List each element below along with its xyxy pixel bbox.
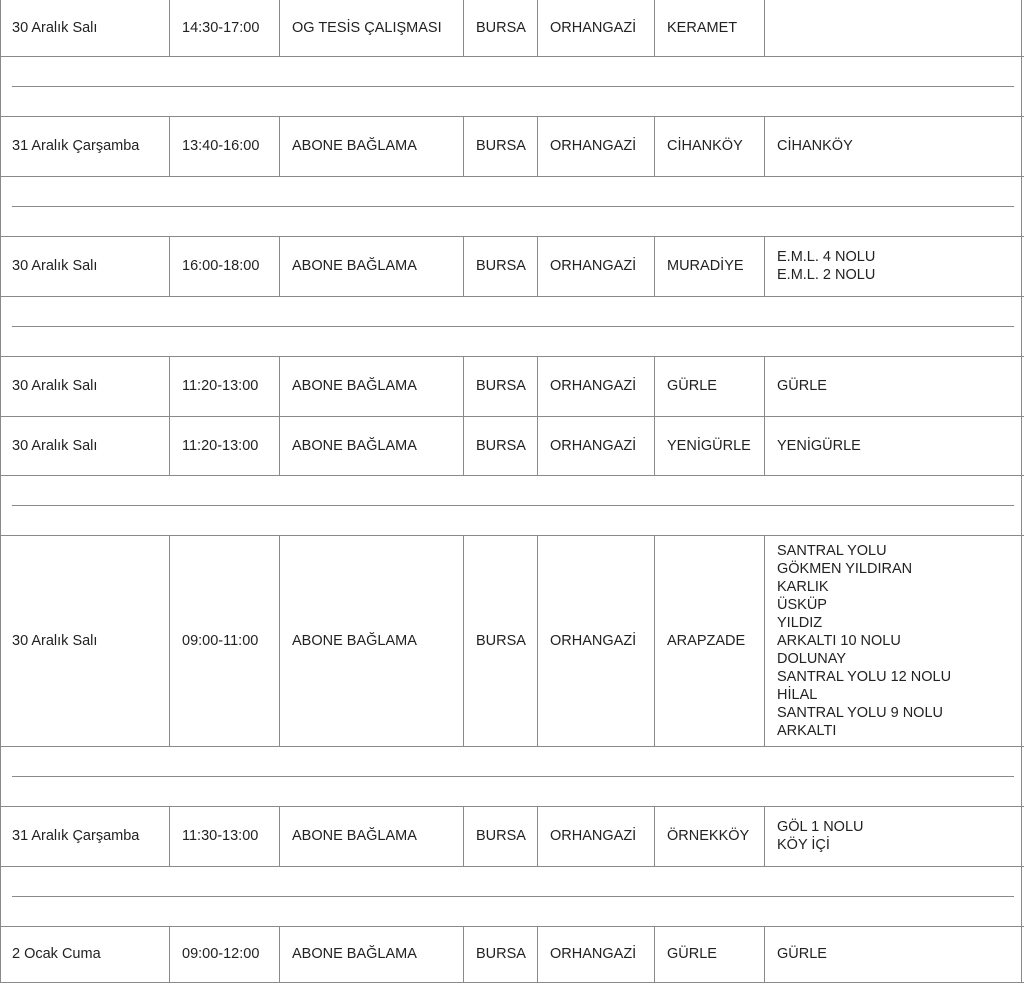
time-cell <box>170 236 280 296</box>
row-border <box>0 176 1024 177</box>
district-cell <box>538 535 655 746</box>
date-cell <box>0 116 170 176</box>
row-border <box>0 356 1024 357</box>
row-border <box>0 535 1024 536</box>
street-name: CİHANKÖY <box>777 138 853 154</box>
work-type-cell <box>280 806 464 866</box>
time-cell <box>170 116 280 176</box>
streets-cell <box>765 806 1022 866</box>
table-row <box>0 0 1024 56</box>
district-cell <box>538 116 655 176</box>
date-text: 30 Aralık Salı <box>12 378 98 394</box>
city-text: BURSA <box>476 258 526 274</box>
street-name: ÜSKÜP <box>777 596 827 613</box>
time-cell <box>170 535 280 746</box>
separator-rule <box>12 86 1014 87</box>
neighborhood-text: KERAMET <box>667 19 738 36</box>
date-cell <box>0 926 170 982</box>
city-text: BURSA <box>476 138 526 154</box>
district-cell <box>538 416 655 475</box>
date-text: 30 Aralık Salı <box>12 437 98 454</box>
street-name: SANTRAL YOLU 9 NOLU <box>777 704 943 721</box>
time-text: 13:40-16:00 <box>182 138 260 154</box>
time-cell <box>170 926 280 982</box>
table-border <box>1021 475 1022 535</box>
table-row <box>0 116 1024 176</box>
street-name: E.M.L. 4 NOLU <box>777 249 876 265</box>
time-text: 16:00-18:00 <box>182 258 260 274</box>
street-name: GÖKMEN YILDIRAN <box>777 560 913 577</box>
streets-cell <box>765 116 1022 176</box>
row-border <box>0 926 1024 927</box>
city-cell <box>464 535 538 746</box>
city-text: BURSA <box>476 632 526 649</box>
row-border <box>0 116 1024 117</box>
table-border <box>0 475 1 535</box>
streets-list <box>777 945 827 963</box>
date-cell <box>0 356 170 416</box>
time-text: 11:20-13:00 <box>182 437 259 454</box>
separator-row <box>0 296 1024 356</box>
time-text: 11:20-13:00 <box>182 378 259 394</box>
neighborhood-cell <box>655 0 765 56</box>
date-cell <box>0 416 170 475</box>
neighborhood-text: MURADİYE <box>667 258 744 274</box>
work-type-cell <box>280 356 464 416</box>
date-cell <box>0 236 170 296</box>
table-border <box>0 866 1 926</box>
work-type-cell <box>280 926 464 982</box>
table-row <box>0 236 1024 296</box>
street-name: ARKALTI 10 NOLU <box>777 632 901 649</box>
city-cell <box>464 356 538 416</box>
table-border <box>0 746 1 806</box>
row-border <box>0 866 1024 867</box>
work-type-text: ABONE BAĞLAMA <box>292 258 417 274</box>
table-border <box>1021 746 1022 806</box>
row-border <box>0 236 1024 237</box>
separator-rule <box>12 326 1014 327</box>
city-text: BURSA <box>476 19 526 36</box>
city-text: BURSA <box>476 828 526 844</box>
street-name: DOLUNAY <box>777 650 847 667</box>
district-text: ORHANGAZİ <box>550 19 637 36</box>
city-text: BURSA <box>476 437 526 454</box>
district-cell <box>538 356 655 416</box>
neighborhood-text: CİHANKÖY <box>667 138 743 154</box>
district-text: ORHANGAZİ <box>550 437 637 454</box>
row-border <box>0 296 1024 297</box>
neighborhood-cell <box>655 416 765 475</box>
district-cell <box>538 806 655 866</box>
streets-list <box>777 137 853 155</box>
work-type-text: ABONE BAĞLAMA <box>292 946 417 962</box>
district-text: ORHANGAZİ <box>550 378 637 394</box>
street-name: YILDIZ <box>777 614 823 631</box>
district-text: ORHANGAZİ <box>550 138 637 154</box>
time-cell <box>170 356 280 416</box>
district-text: ORHANGAZİ <box>550 946 637 962</box>
neighborhood-cell <box>655 535 765 746</box>
district-text: ORHANGAZİ <box>550 632 637 649</box>
table-row <box>0 535 1024 746</box>
neighborhood-cell <box>655 116 765 176</box>
streets-list <box>777 818 864 854</box>
time-text: 11:30-13:00 <box>182 828 259 844</box>
date-text: 2 Ocak Cuma <box>12 946 101 962</box>
time-text: 09:00-12:00 <box>182 946 260 962</box>
table-border <box>1021 56 1022 116</box>
separator-rule <box>12 896 1014 897</box>
row-border <box>0 56 1024 57</box>
streets-cell <box>765 926 1022 982</box>
work-type-text: ABONE BAĞLAMA <box>292 138 417 154</box>
separator-row <box>0 866 1024 926</box>
city-cell <box>464 236 538 296</box>
neighborhood-text: GÜRLE <box>667 378 717 394</box>
date-cell <box>0 535 170 746</box>
time-cell <box>170 0 280 56</box>
table-row <box>0 356 1024 416</box>
street-name: ARKALTI <box>777 722 837 739</box>
row-border <box>0 416 1024 417</box>
time-cell <box>170 416 280 475</box>
city-cell <box>464 0 538 56</box>
row-border <box>0 475 1024 476</box>
table-border <box>0 176 1 236</box>
street-name: GÜRLE <box>777 946 827 962</box>
separator-rule <box>12 776 1014 777</box>
neighborhood-cell <box>655 926 765 982</box>
city-text: BURSA <box>476 946 526 962</box>
table-row <box>0 416 1024 475</box>
streets-cell <box>765 416 1022 475</box>
streets-list <box>777 542 951 740</box>
neighborhood-cell <box>655 236 765 296</box>
date-text: 30 Aralık Salı <box>12 258 98 274</box>
work-type-text: ABONE BAĞLAMA <box>292 437 417 454</box>
work-type-text: OG TESİS ÇALIŞMASI <box>292 19 442 36</box>
work-type-text: ABONE BAĞLAMA <box>292 632 417 649</box>
table-border <box>1021 866 1022 926</box>
work-type-text: ABONE BAĞLAMA <box>292 378 417 394</box>
table-border <box>0 296 1 356</box>
street-name: YENİGÜRLE <box>777 437 861 454</box>
street-name: HİLAL <box>777 686 818 703</box>
district-cell <box>538 0 655 56</box>
time-text: 14:30-17:00 <box>182 19 260 36</box>
neighborhood-text: GÜRLE <box>667 946 717 962</box>
streets-cell <box>765 356 1022 416</box>
street-name: KARLIK <box>777 578 829 595</box>
neighborhood-cell <box>655 356 765 416</box>
separator-row <box>0 746 1024 806</box>
district-text: ORHANGAZİ <box>550 828 637 844</box>
work-type-cell <box>280 116 464 176</box>
separator-rule <box>12 206 1014 207</box>
work-type-cell <box>280 0 464 56</box>
district-text: ORHANGAZİ <box>550 258 637 274</box>
date-text: 31 Aralık Çarşamba <box>12 138 140 154</box>
street-name: KÖY İÇİ <box>777 837 830 853</box>
streets-list <box>777 248 875 284</box>
streets-cell <box>765 236 1022 296</box>
work-type-cell <box>280 236 464 296</box>
streets-cell <box>765 535 1022 746</box>
work-type-cell <box>280 416 464 475</box>
street-name: GÖL 1 NOLU <box>777 819 864 835</box>
neighborhood-text: YENİGÜRLE <box>667 437 751 454</box>
time-cell <box>170 806 280 866</box>
neighborhood-text: ARAPZADE <box>667 632 746 649</box>
date-text: 30 Aralık Salı <box>12 19 98 36</box>
neighborhood-cell <box>655 806 765 866</box>
table-row <box>0 926 1024 982</box>
date-cell <box>0 806 170 866</box>
street-name: GÜRLE <box>777 378 827 394</box>
city-cell <box>464 116 538 176</box>
separator-rule <box>12 505 1014 506</box>
date-cell <box>0 0 170 56</box>
district-cell <box>538 926 655 982</box>
table-border <box>0 56 1 116</box>
time-text: 09:00-11:00 <box>182 632 259 649</box>
streets-cell <box>765 0 1022 56</box>
city-text: BURSA <box>476 378 526 394</box>
separator-row <box>0 176 1024 236</box>
date-text: 30 Aralık Salı <box>12 632 98 649</box>
work-type-cell <box>280 535 464 746</box>
neighborhood-text: ÖRNEKKÖY <box>667 828 750 844</box>
separator-row <box>0 475 1024 535</box>
date-text: 31 Aralık Çarşamba <box>12 828 140 844</box>
streets-list <box>777 377 827 395</box>
district-cell <box>538 236 655 296</box>
row-border <box>0 746 1024 747</box>
city-cell <box>464 806 538 866</box>
street-name: SANTRAL YOLU <box>777 542 887 559</box>
table-border <box>1021 296 1022 356</box>
city-cell <box>464 926 538 982</box>
row-border <box>0 806 1024 807</box>
table-border <box>1021 176 1022 236</box>
street-name: SANTRAL YOLU 12 NOLU <box>777 668 952 685</box>
separator-row <box>0 56 1024 116</box>
streets-list <box>777 437 861 455</box>
work-type-text: ABONE BAĞLAMA <box>292 828 417 844</box>
table-row <box>0 806 1024 866</box>
city-cell <box>464 416 538 475</box>
street-name: E.M.L. 2 NOLU <box>777 267 876 283</box>
